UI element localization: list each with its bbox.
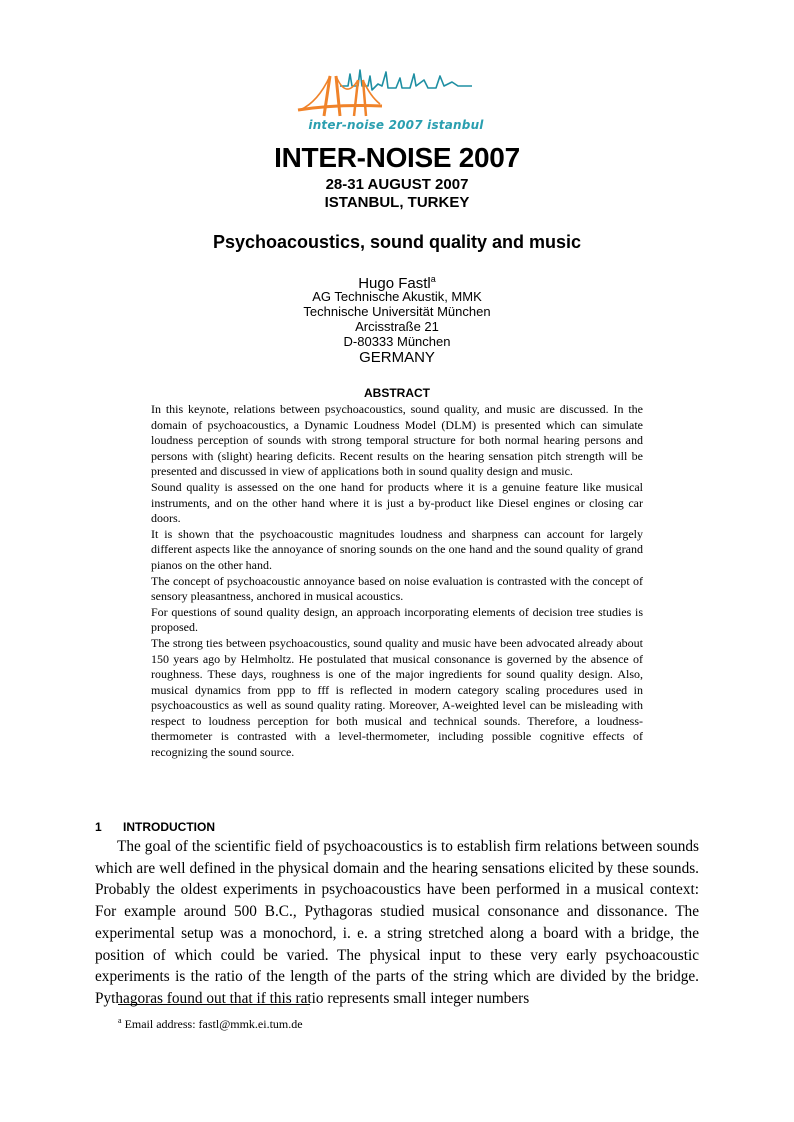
abstract-body: [151, 402, 643, 761]
conference-date: 28-31 AUGUST 2007: [325, 176, 469, 193]
body-paragraph: The goal of the scientific field of psychoacoustics is to establish firm relations between sounds which are well defined in the physical domain and the hearing sensations elicited by these sounds. Probably the oldest experiments in psychoacoustics have been performed in a musical context: For example around 500 B.C., Pythagoras studied musical consonance and dissonance. The experimental setup was a monochord, i. e. a string stretched along a board with a bridge, the position of which could be varied. The physical input to these very early psychoacoustic experiments is the ratio of the length of the parts of the string which are divided by the bridge. Pythagoras found out that if this ratio represents small integer numbers: [95, 838, 699, 1007]
footnote-rule: [118, 1004, 310, 1005]
footnote: [118, 1013, 303, 1032]
abstract-heading: ABSTRACT: [364, 386, 430, 400]
author-name-text: Hugo Fastl: [358, 275, 431, 292]
abstract-paragraph: Sound quality is assessed on the one hand for products where it is a genuine feature like musical instruments, and on the other hand where it is just a by-product like Diesel engines or closing car doors.: [151, 479, 643, 526]
abstract-paragraph: The concept of psychoacoustic annoyance based on noise evaluation is contrasted with the concept of sensory pleasantness, anchored in musical acoustics.: [151, 573, 643, 604]
section-title: INTRODUCTION: [123, 820, 215, 834]
conference-title: INTER-NOISE 2007: [274, 142, 520, 173]
section-heading: [95, 820, 215, 834]
affiliation-line: Technische Universität München: [303, 304, 491, 319]
logo-text: inter-noise 2007 istanbul: [308, 118, 484, 132]
abstract-paragraph: It is shown that the psychoacoustic magnitudes loudness and sharpness can account for largely different aspects like the annoyance of snoring sounds on the one hand and the sound quality of grand pianos on the other hand.: [151, 526, 643, 572]
author-footnote-mark: a: [430, 274, 436, 284]
affiliation-country: GERMANY: [359, 349, 435, 366]
conference-place: ISTANBUL, TURKEY: [324, 194, 470, 211]
affiliation-line: Arcisstraße 21: [355, 319, 439, 334]
abstract-paragraph: For questions of sound quality design, an approach incorporating elements of decision tree studies is proposed.: [151, 604, 643, 635]
bridge-wave-icon: [296, 66, 496, 118]
abstract-paragraph: The strong ties between psychoacoustics, sound quality and music have been advocated already about 150 years ago by Helmholtz. He postulated that musical consonance is governed by the absence of roughness. These days, roughness is one of the major ingredients for sound quality design. Also, musical dynamics from ppp to fff is reflected in modern category scaling procedures used in psychoacoustics as well as sound quality rating. Moreover, A-weighted level can be misleading with respect to loudness perception for both musical and technical sounds. Therefore, a loudness-thermometer is contrasted with a level-thermometer, including possible cognitive effects of recognizing the sound source.: [151, 635, 643, 760]
section-number: 1: [95, 820, 102, 834]
affiliation-line: D-80333 München: [343, 334, 451, 349]
footnote-text: Email address: fastl@mmk.ei.tum.de: [124, 1017, 303, 1031]
footnote-mark: a: [118, 1016, 122, 1025]
conference-logo: [296, 66, 496, 138]
paper-title: Psychoacoustics, sound quality and music: [212, 232, 582, 252]
affiliation-line: AG Technische Akustik, MMK: [312, 289, 482, 304]
abstract-paragraph: In this keynote, relations between psychoacoustics, sound quality, and music are discussed. In the domain of psychoacoustics, a Dynamic Loudness Model (DLM) is presented which can simulate loudness perception of sounds with strong temporal structure for both normal hearing persons and persons with (slight) hearing deficits. Recent results on the hearing sensation pitch strength will be presented and discussed in view of applications both in sound quality design and music.: [151, 402, 643, 479]
